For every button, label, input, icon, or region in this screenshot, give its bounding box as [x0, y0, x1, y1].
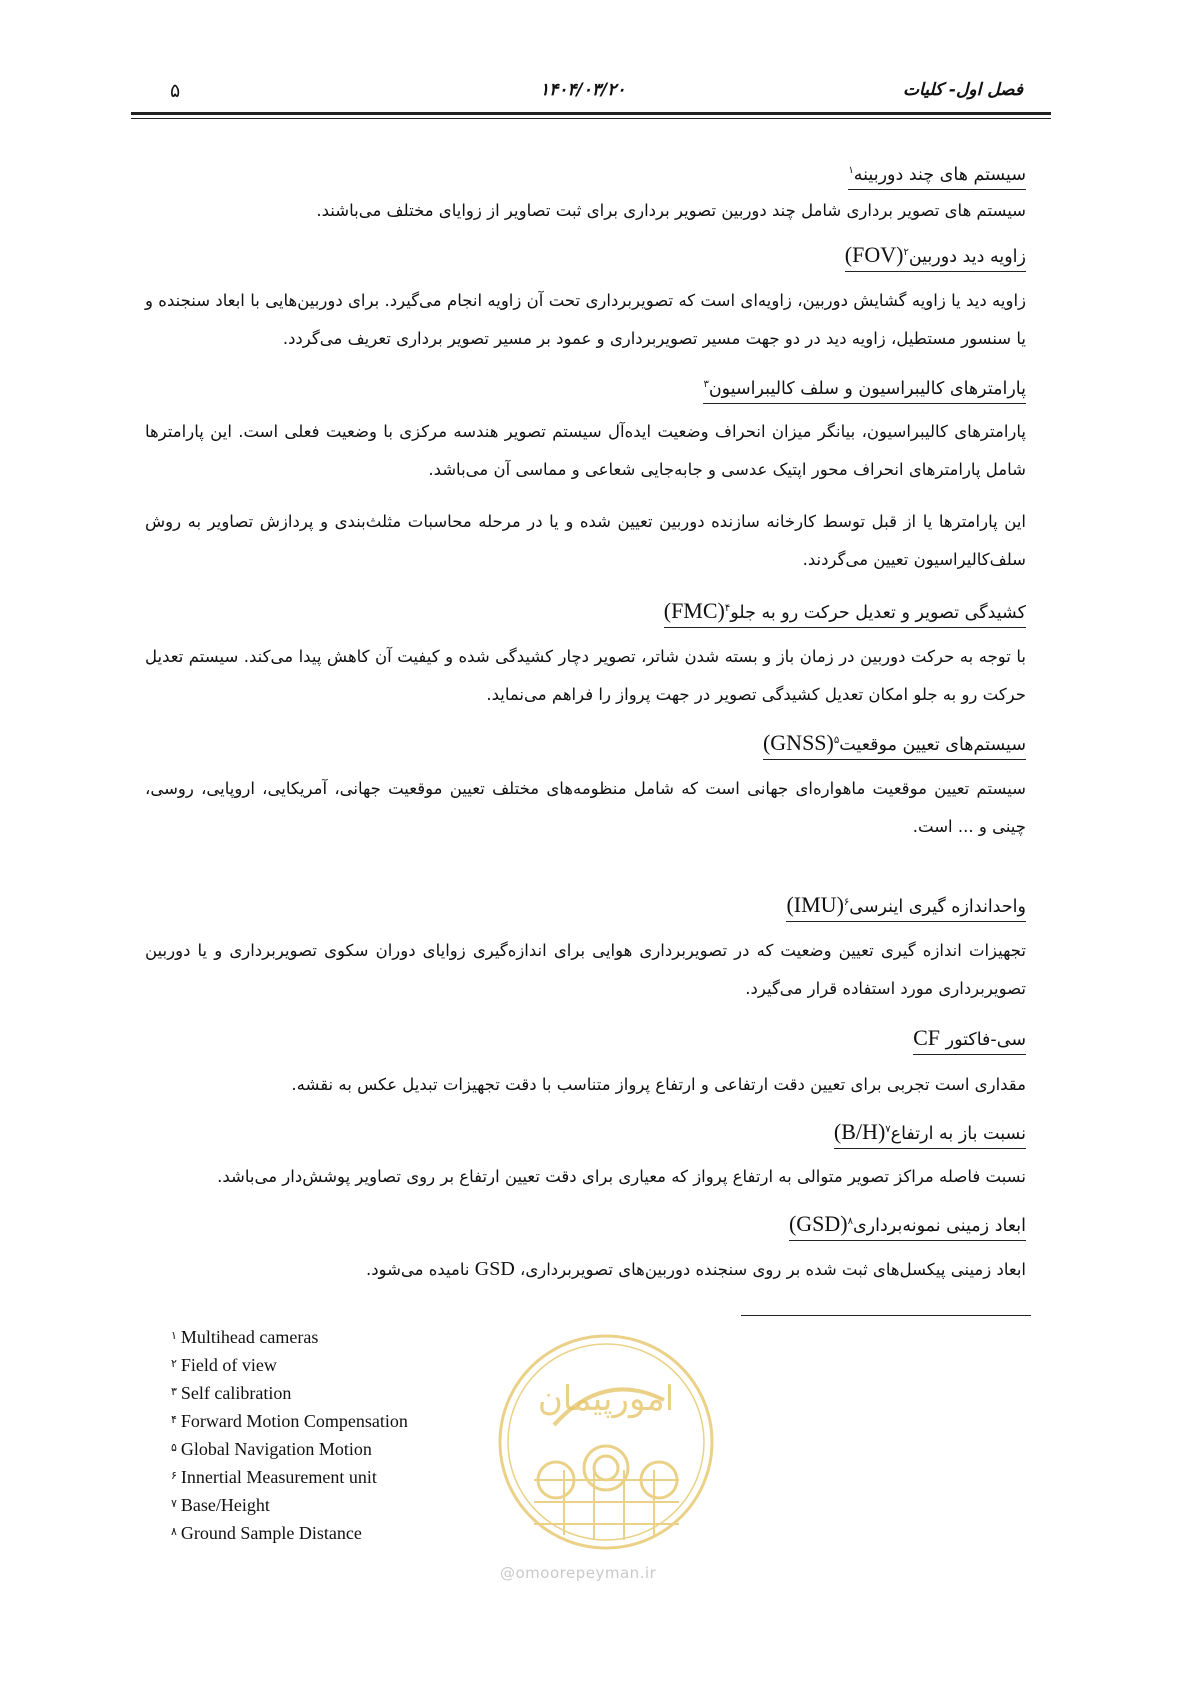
footnote-text: Global Navigation Motion — [180, 1439, 372, 1459]
footnote-1 — [171, 1322, 318, 1351]
section-heading-fov — [845, 240, 1026, 272]
footnote-4 — [171, 1406, 408, 1435]
heading-text: سیستم های چند دوربینه — [853, 164, 1026, 185]
heading-text: زاویه دید دوربین — [908, 246, 1026, 267]
footnote-text: Multihead cameras — [180, 1327, 319, 1347]
watermark-caption-text: omoorepeyman.ir — [515, 1564, 657, 1582]
heading-latin: (GSD) — [788, 1210, 848, 1236]
footnote-text: Self calibration — [180, 1383, 292, 1403]
watermark-logo — [494, 1330, 719, 1555]
paragraph-calibration-1: پارامترهای کالیبراسیون، بیانگر میزان انحراف وضعیت ایده‌آل سیستم تصویر هندسه مرکزی با وضعیت فعلی است. این پارامترها شامل پارامترهای انحراف محور اپتیک عدسی و جابه‌جایی شعاعی و مماسی آن می‌باشد. — [145, 422, 1026, 479]
heading-latin: (FOV) — [844, 241, 904, 267]
footnote-2 — [171, 1350, 277, 1379]
section-heading-gnss — [763, 728, 1026, 760]
footnote-ref: ۸ — [847, 1216, 853, 1227]
page-number: ۵ — [170, 80, 181, 102]
footnote-number: ۸ — [171, 1526, 177, 1538]
footnote-text: Ground Sample Distance — [180, 1523, 362, 1543]
section-heading-cf — [913, 1025, 1026, 1055]
footnote-number: ۷ — [171, 1498, 177, 1510]
section-heading-bh — [834, 1117, 1026, 1149]
footnote-text: Field of view — [180, 1355, 277, 1375]
footnote-number: ۳ — [171, 1386, 177, 1398]
heading-text: پارامترهای کالیبراسیون و سلف کالیبراسیون — [708, 378, 1026, 399]
footnote-ref: ۳ — [703, 379, 709, 390]
heading-text: سی-فاکتور — [945, 1030, 1026, 1050]
header-date: ۱۴۰۴/۰۳/۲۰ — [540, 80, 626, 100]
footnote-separator — [741, 1315, 1031, 1316]
paragraph-gnss: سیستم تعیین موقعیت ماهواره‌ای جهانی است که شامل منظومه‌های مختلف تعیین موقعیت جهانی، آمریکایی، اروپایی، روسی، چینی و ... است. — [145, 779, 1026, 836]
footnote-ref: ۷ — [885, 1124, 891, 1135]
footnote-8 — [171, 1518, 362, 1547]
heading-text: سیستم‌های تعیین موقعیت — [839, 734, 1026, 755]
footnote-7 — [171, 1490, 270, 1519]
watermark-at-icon: @ — [500, 1564, 516, 1582]
footnote-6 — [171, 1462, 377, 1491]
paragraph-multihead: سیستم های تصویر برداری شامل چند دوربین تصویر برداری برای ثبت تصاویر از زوایای مختلف می‌باشند. — [316, 201, 1026, 220]
heading-text: ابعاد زمینی نمونه‌برداری — [852, 1215, 1026, 1236]
heading-latin: (B/H) — [833, 1118, 886, 1144]
footnote-ref: ۶ — [843, 897, 850, 908]
footnote-text: Base/Height — [180, 1495, 270, 1515]
section-heading-imu — [786, 890, 1026, 922]
footnote-text: Forward Motion Compensation — [180, 1411, 408, 1431]
footnote-ref: ۱ — [848, 165, 854, 176]
heading-latin: CF — [913, 1025, 941, 1050]
paragraph-calibration-2: این پارامترها یا از قبل توسط کارخانه سازنده دوربین تعیین شده و یا در مرحله محاسبات مثلث‌بندی و پردازش تصاویر به روش سلف‌کالیراسیون تعیین می‌گردند. — [145, 512, 1026, 569]
section-heading-fmc — [664, 596, 1026, 628]
footnote-number: ۲ — [171, 1358, 177, 1370]
footnote-number: ۶ — [171, 1470, 177, 1482]
paragraph-bh: نسبت فاصله مراکز تصویر متوالی به ارتفاع پرواز که معیاری برای دقت تعیین ارتفاع بر روی تصاویر پوشش‌دار می‌باشد. — [217, 1167, 1026, 1186]
section-heading-multihead — [848, 158, 1026, 190]
watermark-logo-text: امورپیمان — [537, 1379, 675, 1419]
paragraph-fov: زاویه دید یا زاویه گشایش دوربین، زاویه‌ای است که تصویربرداری تحت آن زاویه انجام می‌گیرد. برای دوربین‌هایی با ابعاد سنجنده و یا سنسور مستطیل، زاویه دید در دو جهت مسیر تصویربرداری و عمود بر مسیر تصویر برداری تعریف می‌گردد. — [145, 291, 1026, 348]
header-chapter-title: فصل اول- کلیات — [903, 80, 1023, 100]
footnote-5 — [171, 1434, 372, 1463]
gsd-text-after: نامیده می‌شود. — [365, 1260, 470, 1279]
paragraph-imu: تجهیزات اندازه گیری تعیین وضعیت که در تصویربرداری هوایی برای اندازه‌گیری زوایای دوران سکوی تصویربرداری و یا دوربین تصویربرداری مورد استفاده قرار می‌گیرد. — [145, 941, 1026, 998]
heading-latin: (IMU) — [786, 891, 844, 917]
gsd-text-before: ابعاد زمینی پیکسل‌های ثبت شده بر روی سنجنده دوربین‌های تصویربرداری، — [520, 1260, 1026, 1279]
footnote-ref: ۵ — [833, 735, 840, 746]
footnote-3 — [171, 1378, 291, 1407]
heading-text: واحداندازه گیری اینرسی — [849, 896, 1026, 917]
heading-text: نسبت باز به ارتفاع — [890, 1123, 1026, 1144]
footnote-ref: ۴ — [724, 603, 731, 614]
section-heading-gsd — [789, 1209, 1026, 1241]
footnote-number: ۵ — [171, 1442, 177, 1454]
heading-latin: (GNSS) — [762, 729, 834, 755]
paragraph-fmc: با توجه به حرکت دوربین در زمان باز و بسته شدن شاتر، تصویر دچار کشیدگی شده و کیفیت آن کاهش پیدا می‌کند. سیستم تعدیل حرکت رو به جلو امکان تعدیل کشیدگی تصویر در جهت پرواز را فراهم می‌نماید. — [145, 647, 1026, 704]
footnote-ref: ۲ — [903, 247, 909, 258]
heading-latin: (FMC) — [663, 597, 725, 623]
footnote-text: Innertial Measurement unit — [180, 1467, 377, 1487]
section-heading-calibration — [703, 372, 1026, 404]
gsd-term: GSD — [474, 1258, 515, 1280]
footnote-number: ۴ — [171, 1414, 177, 1426]
footnote-number: ۱ — [171, 1330, 177, 1342]
header-rule-thick — [131, 112, 1051, 115]
watermark-caption — [500, 1564, 656, 1582]
watermark-seal-icon — [500, 1336, 712, 1548]
paragraph-gsd — [145, 1250, 1026, 1289]
header-rule-thin — [131, 118, 1051, 119]
heading-text: کشیدگی تصویر و تعدیل حرکت رو به جلو — [730, 602, 1026, 623]
paragraph-cf: مقداری است تجربی برای تعیین دقت ارتفاعی و ارتفاع پرواز متناسب با دقت تجهیزات تبدیل عکس به نقشه. — [291, 1075, 1026, 1094]
